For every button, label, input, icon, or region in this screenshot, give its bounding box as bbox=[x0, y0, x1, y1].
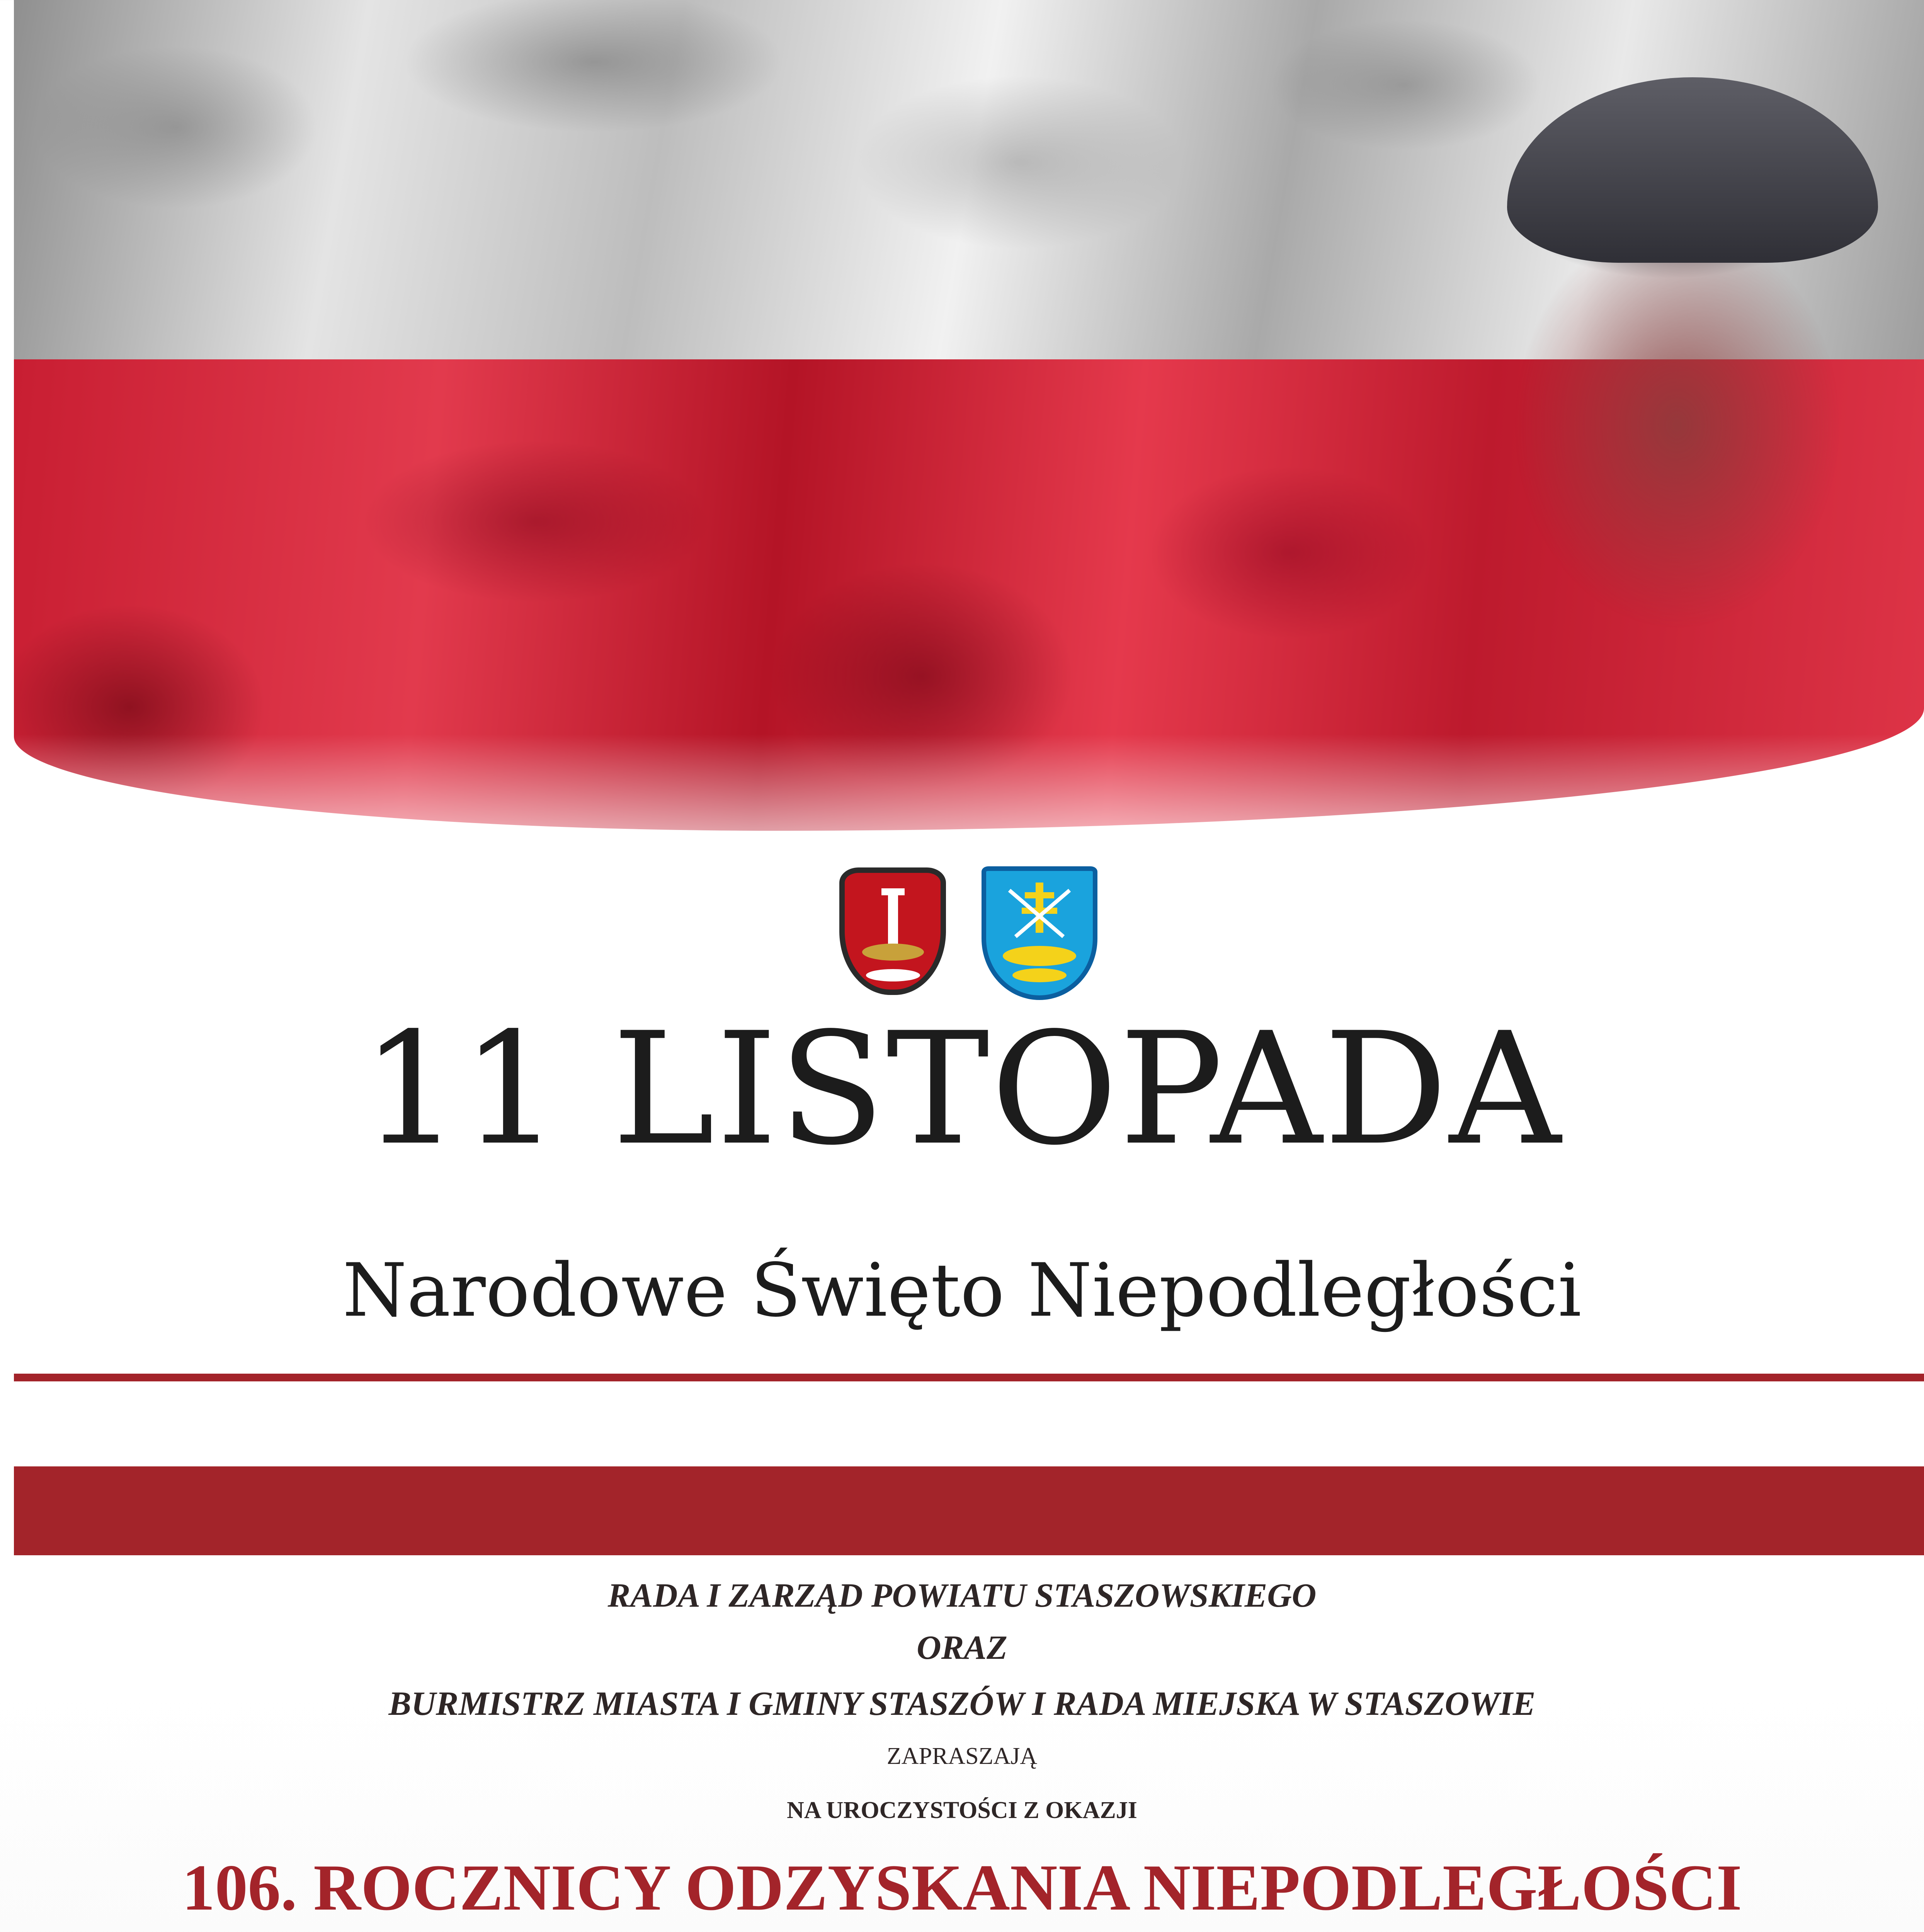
organizer-2: BURMISTRZ MIASTA I GMINY STASZÓW I RADA MIEJSKA W STASZOWIE bbox=[388, 1685, 1536, 1723]
main-date-title: 11 LISTOPADA bbox=[361, 1000, 1563, 1179]
county-coat-of-arms-icon bbox=[982, 866, 1097, 1000]
occasion-text: NA UROCZYSTOŚCI Z OKAZJI bbox=[787, 1797, 1137, 1823]
divider-line bbox=[14, 1374, 1924, 1381]
holiday-subtitle: Narodowe Święto Niepodległości bbox=[342, 1248, 1582, 1333]
organizer-1: RADA I ZARZĄD POWIATU STASZOWSKIEGO bbox=[607, 1577, 1317, 1614]
town-coat-of-arms-icon bbox=[839, 867, 946, 995]
organizer-join: ORAZ bbox=[917, 1629, 1007, 1667]
red-band bbox=[14, 1466, 1924, 1555]
anniversary-title: 106. ROCZNICY ODZYSKANIA NIEPODLEGŁOŚCI bbox=[182, 1851, 1742, 1924]
invite-text: ZAPRASZAJĄ bbox=[886, 1743, 1038, 1769]
